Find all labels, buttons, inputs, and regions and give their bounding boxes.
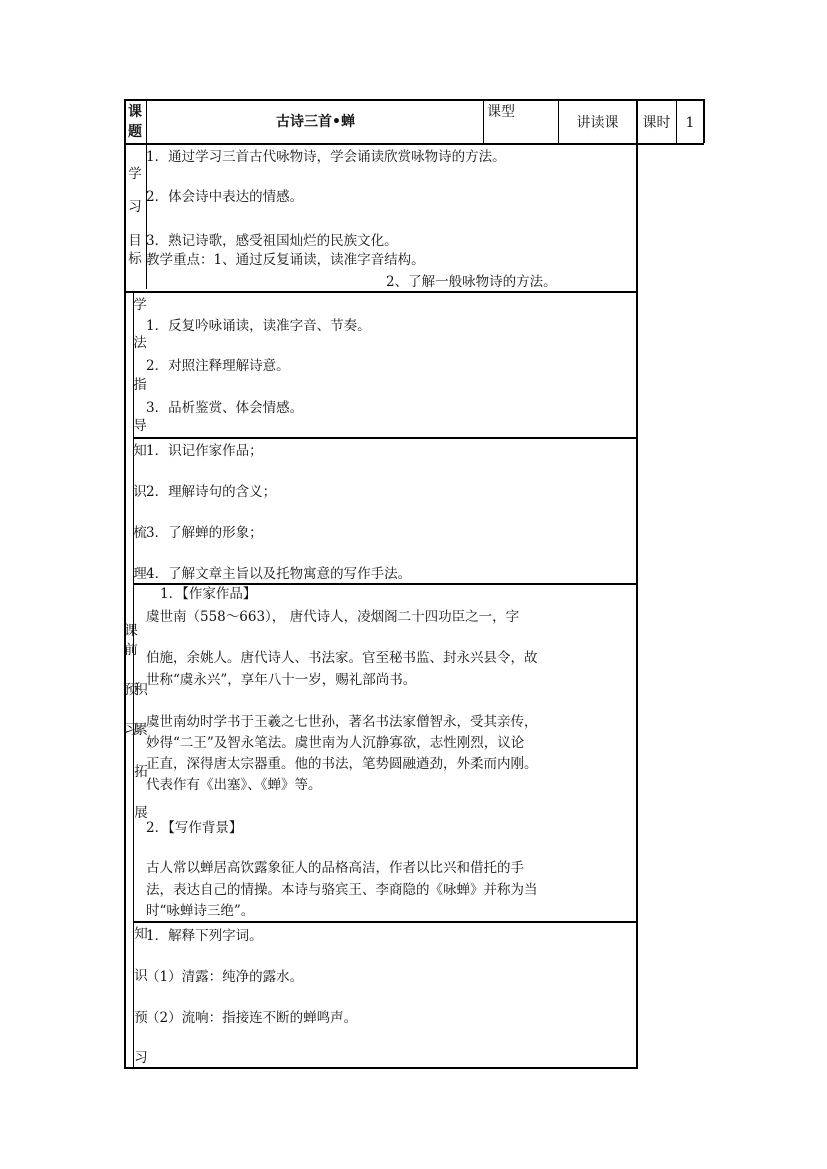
author-text-line: 世称“虞永兴”，享年八十一岁，赐礼部尚书。 [146,672,417,688]
table-border-bottom [124,1067,638,1069]
teaching-focus: 教学重点：1、通过反复诵读，读准字音结构。 [146,252,425,268]
table-border-right [703,99,705,143]
table-border-left [124,99,126,1068]
knowledge-item: 2．理解诗句的含义； [146,484,277,500]
preview-outer-label-char: 前 [124,642,138,658]
extension-row-bottom [133,921,637,923]
author-heading: 1．【作家作品】 [160,586,257,602]
knowledge-label-char: 识 [133,484,147,500]
extension-label-char: 积 [134,682,148,698]
vocab-label-char: 习 [134,1050,148,1066]
objective-item: 3．熟记诗歌，感受祖国灿烂的民族文化。 [146,233,398,249]
knowledge-row-bottom [133,583,637,585]
knowledge-item: 1．识记作家作品； [146,443,263,459]
method-row-bottom [133,437,637,439]
author-text-line: 虞世南幼时学书于王羲之七世孙，著名书法家僧智永，受其亲传， [146,714,538,730]
extension-label-char: 展 [134,805,148,821]
period-value: 1 [685,115,695,131]
vocab-item: 1．解释下列字词。 [146,928,263,944]
method-label-char: 法 [133,335,147,351]
method-label-char: 导 [133,418,147,434]
objectives-label-char: 标 [128,251,142,267]
author-text-line: 正直，深得唐太宗器重。他的书法，笔势圆融遒劲，外柔而内刚。 [146,756,538,772]
method-label-char: 学 [133,297,147,313]
objective-item: 2．体会诗中表达的情感。 [146,189,304,205]
author-text-line: 虞世南（558～663）， 唐代诗人，凌烟阁二十四功臣之一，字 [146,609,520,625]
vocab-label-char: 知 [134,926,148,942]
method-item: 1．反复吟咏诵读，读准字音、节奏。 [146,318,371,334]
lesson-type-label: 课型 [487,104,515,120]
topic-label-char-2: 题 [128,124,142,140]
preview-outer-label-char: 习 [124,722,138,738]
background-text-line: 法，表达自己的情操。本诗与骆宾王、李商隐的《咏蝉》并称为当 [146,882,538,898]
knowledge-item: 4．了解文章主旨以及托物寓意的写作手法。 [146,566,412,582]
preview-outer-divider [133,292,134,1068]
teaching-focus-item: 2、了解一般咏物诗的方法。 [386,274,557,290]
method-item: 3．品析鉴赏、体会情感。 [146,400,304,416]
author-text-line: 代表作有《出塞》、《蝉》等。 [146,777,322,793]
preview-outer-label-char: 预 [124,682,138,698]
extension-label-char: 累 [134,722,148,738]
period-label: 课时 [642,115,671,131]
knowledge-label-char: 理 [133,566,147,582]
preview-outer-label-char: 课 [124,623,138,639]
knowledge-item: 3．了解蝉的形象； [146,525,263,541]
topic-label-char-1: 课 [128,104,142,120]
author-text-line: 伯施，余姚人。唐代诗人、书法家。官至秘书监、封永兴县令，故 [146,650,538,666]
vocab-item: （2）流响：指接连不断的蝉鸣声。 [146,1010,358,1026]
method-label-char: 指 [133,377,147,393]
header-row-bottom [124,143,704,145]
objectives-label-char: 习 [128,199,142,215]
table-border-top [124,99,704,101]
vocab-label-char: 识 [134,968,148,984]
background-text-line: 时“咏蝉诗三绝”。 [146,903,255,919]
objective-item: 1．通过学习三首古代咏物诗，学会诵读欣赏咏物诗的方法。 [146,149,506,165]
header-divider-1 [483,99,484,143]
extension-label-char: 拓 [134,764,148,780]
objectives-row-bottom [124,291,637,293]
knowledge-label-char: 知 [133,443,147,459]
background-heading: 2．【写作背景】 [146,820,243,836]
method-item: 2．对照注释理解诗意。 [146,358,290,374]
lesson-type-value: 讲读课 [576,115,619,131]
knowledge-label-char: 梳 [133,525,147,541]
author-text-line: 妙得“二王”及智永笔法。虞世南为人沉静寡欲，志性刚烈，议论 [146,735,525,751]
objectives-label-char: 目 [128,233,142,249]
objectives-label-char: 学 [128,166,142,182]
lesson-title: 古诗三首•蝉 [276,114,355,130]
vocab-item: （1）清露：纯净的露水。 [146,969,304,985]
vocab-label-char: 预 [134,1010,148,1026]
background-text-line: 古人常以蝉居高饮露象征人的品格高洁，作者以比兴和借托的手 [146,860,524,876]
